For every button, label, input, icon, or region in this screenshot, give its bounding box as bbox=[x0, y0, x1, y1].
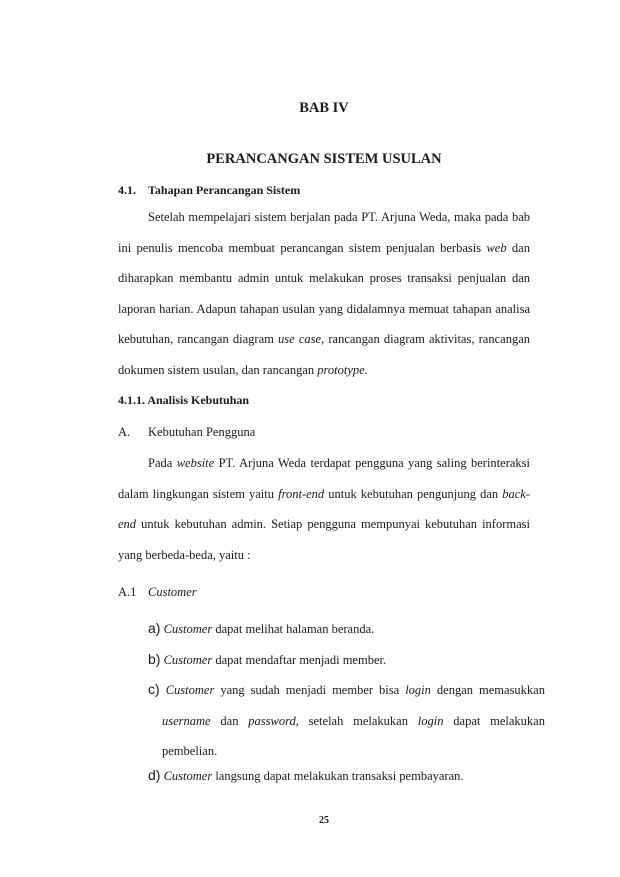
chapter-label: BAB IV bbox=[299, 100, 349, 116]
subsection-title: Customer bbox=[148, 585, 197, 599]
list-item-a bbox=[148, 613, 545, 645]
text-run: Pada bbox=[148, 456, 177, 470]
text-run: dengan memasukkan bbox=[430, 683, 545, 697]
paragraph-intro bbox=[118, 202, 530, 385]
list-item-b bbox=[148, 644, 545, 676]
italic-term: Customer bbox=[163, 653, 213, 667]
text-run: dapat mendaftar menjadi member. bbox=[212, 653, 387, 667]
section-heading-4-1-1: 4.1.1. Analisis Kebutuhan bbox=[118, 393, 250, 407]
list-marker: d) bbox=[148, 767, 161, 783]
italic-term: login bbox=[417, 713, 444, 728]
subsection-heading-a1 bbox=[118, 584, 197, 600]
italic-term: web bbox=[486, 240, 507, 255]
text-run: langsung dapat melakukan transaksi pembayaran. bbox=[212, 769, 464, 783]
italic-term: login bbox=[405, 683, 431, 697]
italic-term: Customer bbox=[165, 683, 215, 697]
list-marker: c) bbox=[148, 681, 160, 697]
text-run: dapat melihat halaman beranda. bbox=[212, 622, 375, 636]
subsection-marker: A.1 bbox=[118, 585, 137, 599]
italic-term: Customer bbox=[163, 622, 213, 636]
section-number: 4.1. bbox=[118, 183, 136, 197]
italic-term: website bbox=[176, 456, 215, 470]
page-number: 25 bbox=[319, 815, 329, 826]
paragraph-users bbox=[118, 448, 530, 570]
chapter-title: PERANCANGAN SISTEM USULAN bbox=[206, 151, 442, 167]
section-heading-4-1 bbox=[118, 182, 300, 198]
text-run: yang sudah menjadi member bisa bbox=[214, 683, 406, 697]
text-run: dan bbox=[210, 713, 249, 728]
italic-term: password bbox=[248, 713, 296, 728]
italic-term: front-end bbox=[278, 486, 325, 501]
text-run: Setelah mempelajari sistem berjalan pada PT. Arjuna Weda, maka pada bab ini penulis mencoba membuat perancangan sistem penjualan berbasis bbox=[118, 210, 530, 255]
text-run: untuk kebutuhan pengunjung dan bbox=[324, 486, 503, 501]
text-run: , rancangan diagram aktivitas, rancangan dokumen sistem usulan, dan rancangan bbox=[118, 332, 530, 377]
section-title: Tahapan Perancangan Sistem bbox=[148, 183, 301, 197]
list-item-d bbox=[148, 760, 545, 792]
subsection-title: Kebutuhan Pengguna bbox=[148, 425, 256, 439]
text-run: dapat melakukan pembelian. bbox=[162, 713, 545, 758]
italic-term: use case bbox=[278, 332, 322, 346]
text-run: , setelah melakukan bbox=[295, 713, 418, 728]
subsection-heading-a bbox=[118, 424, 255, 440]
text-run: PT. Arjuna Weda terdapat pengguna yang saling berinteraksi dalam lingkungan sistem yaitu bbox=[118, 456, 530, 501]
italic-term: username bbox=[162, 713, 211, 728]
list-item-c bbox=[148, 674, 545, 767]
subsection-marker: A. bbox=[118, 425, 131, 439]
list-marker: b) bbox=[148, 651, 161, 667]
italic-term: prototype. bbox=[317, 362, 368, 377]
list-marker: a) bbox=[148, 620, 161, 636]
italic-term: Customer bbox=[163, 769, 213, 783]
text-run: untuk kebutuhan admin. Setiap pengguna mempunyai kebutuhan informasi yang berbeda-beda, yaitu : bbox=[118, 517, 530, 562]
text-run: dan diharapkan membantu admin untuk melakukan proses transaksi penjualan dan laporan harian. Adapun tahapan usulan yang didalamnya memuat tahapan analisa kebutuhan, rancangan diagram bbox=[118, 240, 530, 346]
italic-term: back-end bbox=[118, 486, 530, 531]
